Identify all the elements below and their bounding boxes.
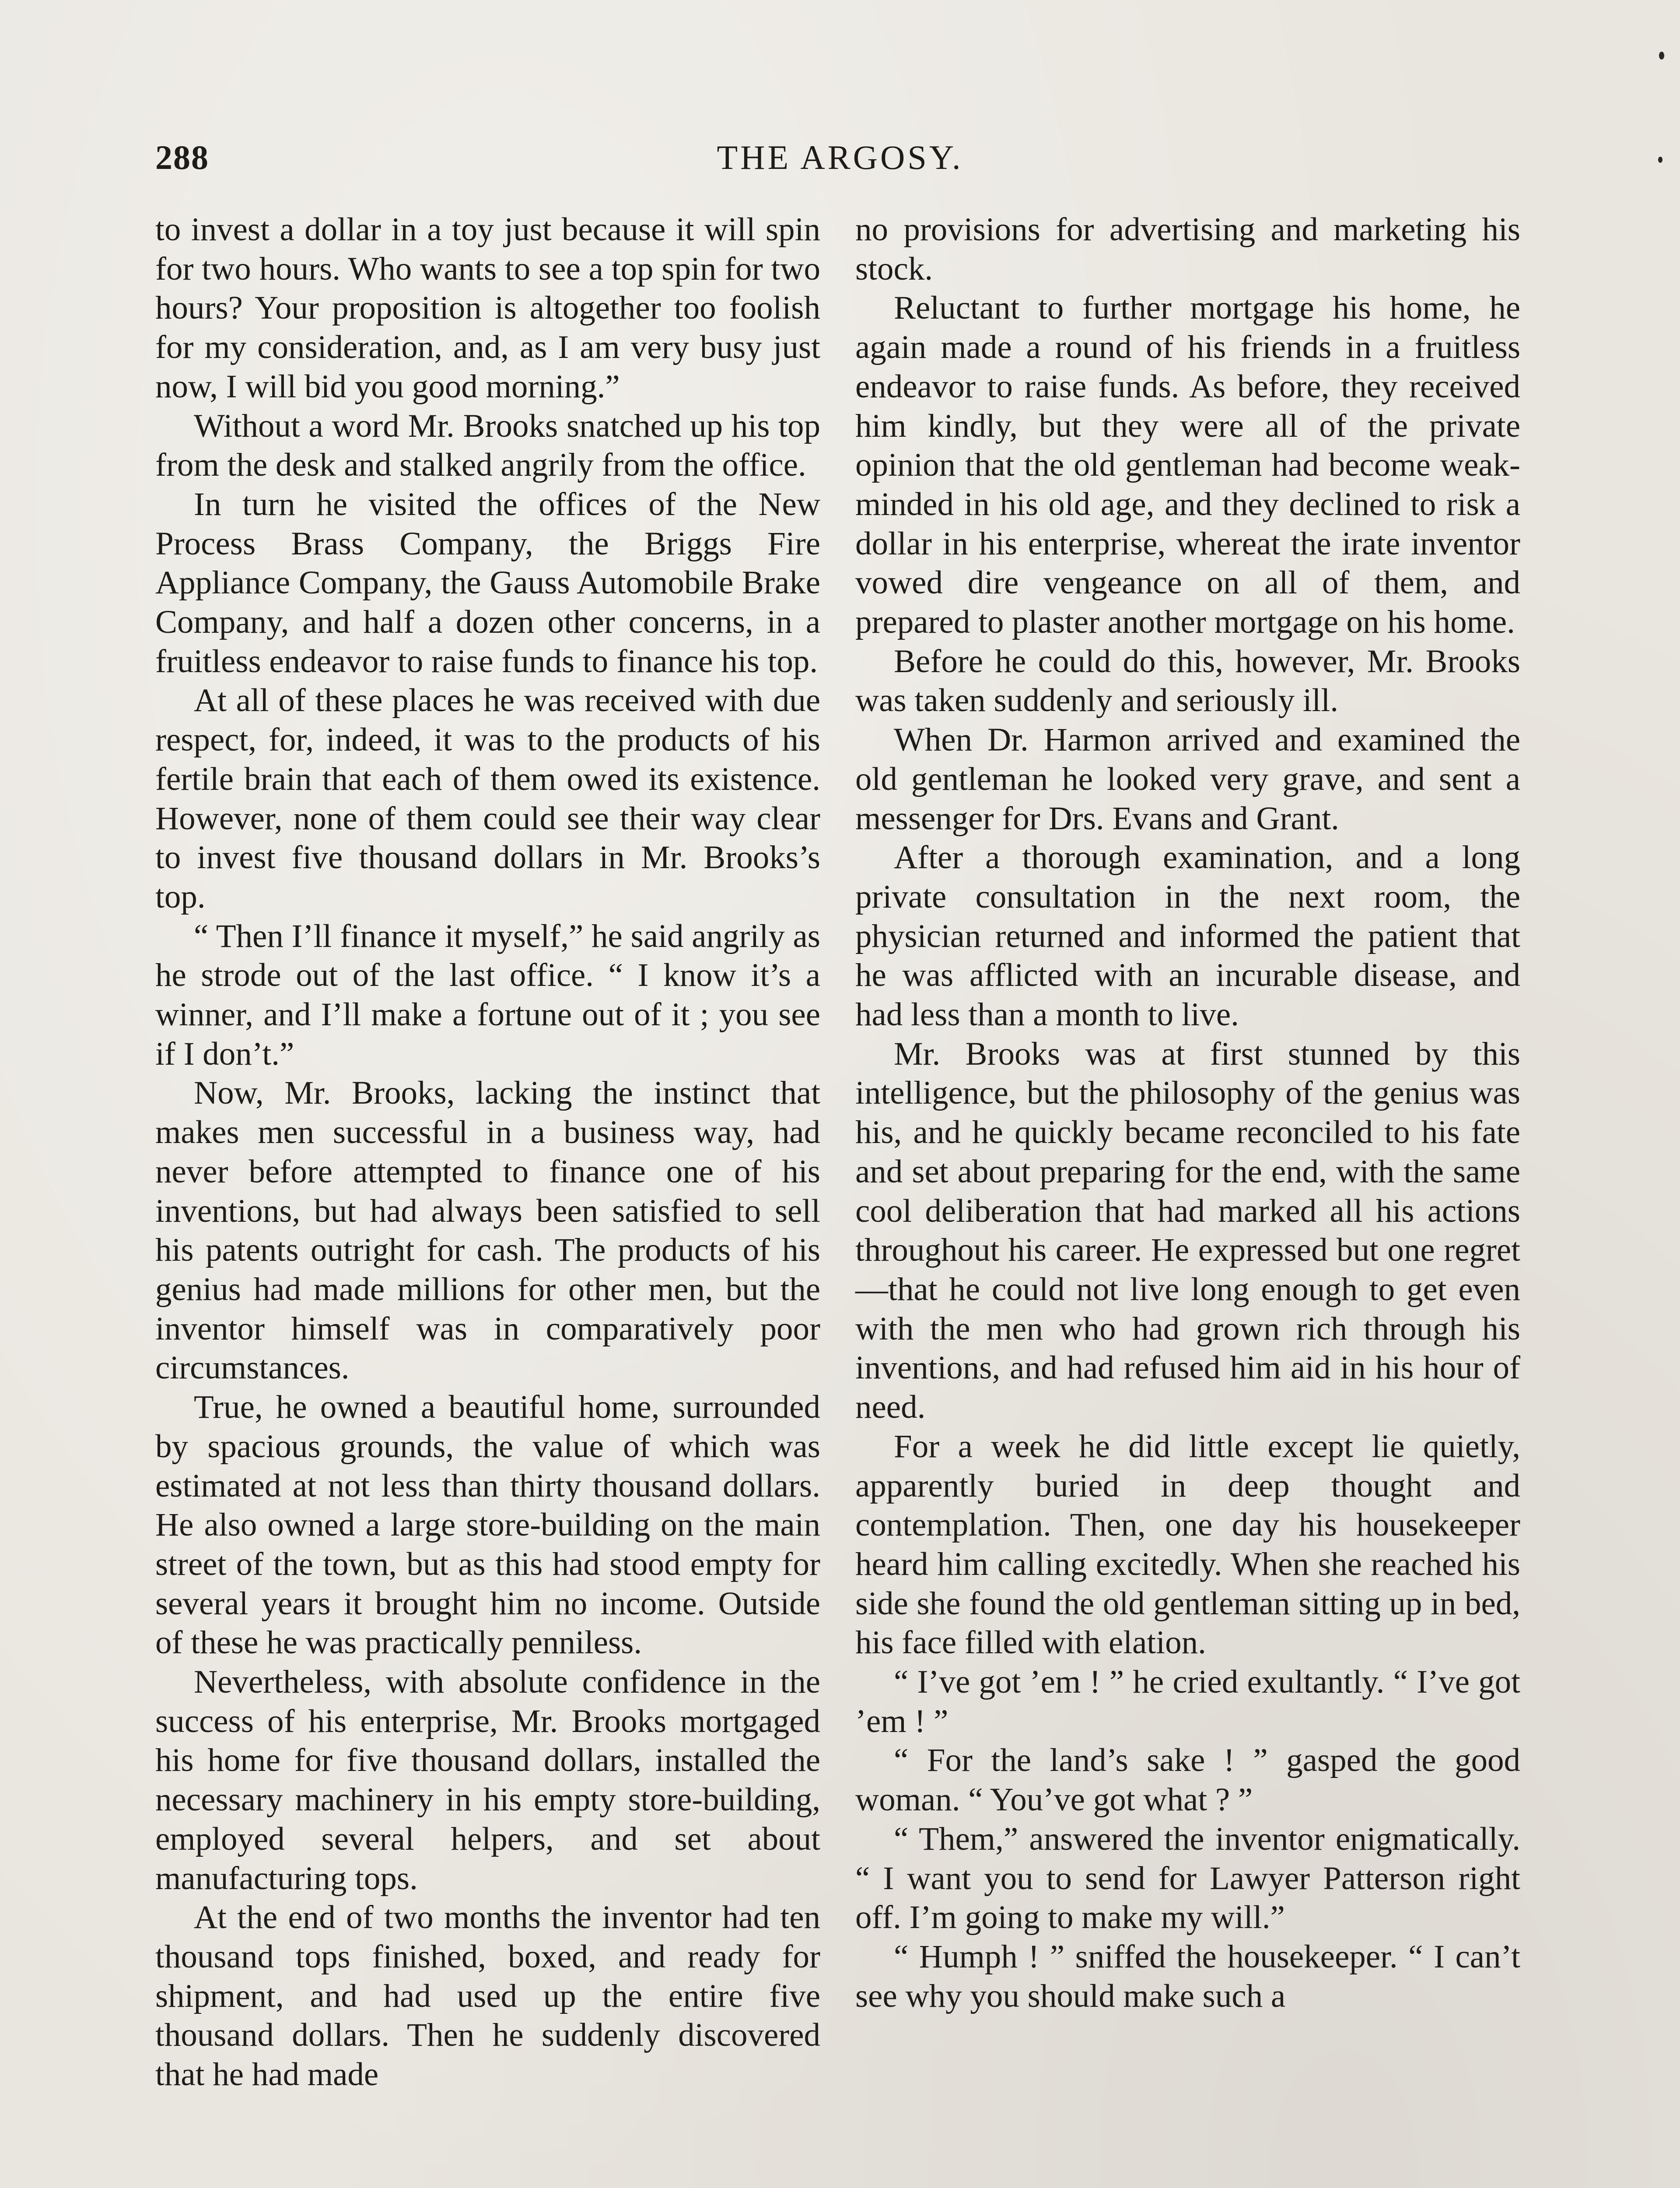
paragraph: “ Humph ! ” sniffed the housekeeper. “ I can’t see why you should make such a <box>855 1938 1520 2014</box>
page-number: 288 <box>155 138 209 176</box>
paragraph: True, he owned a beautiful home, surrounded by spacious grounds, the value of which was estimated at not less than thirty thousand dollars. He also owned a large store-building on the main street of the town, but as this had stood empty for several years it brought him no income. Outside of these he was practically penniless. <box>155 1389 820 1661</box>
paragraph: At all of these places he was received with due respect, for, indeed, it was to the products of his fertile brain that each of them owed its existence. However, none of them could see their way clear to invest five thousand dollars in Mr. Brooks’s top. <box>155 682 820 915</box>
paragraph: “ I’ve got ’em ! ” he cried exultantly. “ I’ve got ’em ! ” <box>855 1664 1520 1739</box>
paragraph: Reluctant to further mortgage his home, he again made a round of his friends in a fruitless endeavor to raise funds. As before, they received him kindly, but they were all of the private opinion that the old gentleman had become weak-minded in his old age, and they declined to risk a dollar in his enterprise, whereat the irate inventor vowed dire vengeance on all of them, and prepared to plaster another mortgage on his home. <box>855 290 1520 641</box>
paragraph: After a thorough examination, and a long private consultation in the next room, the physician returned and informed the patient that he was afflicted with an incurable disease, and had less than a month to live. <box>855 839 1520 1033</box>
paragraph: “ Then I’ll finance it myself,” he said angrily as he strode out of the last office. “ I know it’s a winner, and I’ll make a fortune out of it ; you see if I don’t.” <box>155 918 820 1072</box>
paragraph: Nevertheless, with absolute confidence in the success of his enterprise, Mr. Brooks mortgaged his home for five thousand dollars, installed the necessary machinery in his empty store-building, employed several helpers, and set about manufacturing tops. <box>155 1664 820 1897</box>
paragraph: to invest a dollar in a toy just because it will spin for two hours. Who wants to see a top spin for two hours? Your proposition is altogether too foolish for my consideration, and, as I am very busy just now, I will bid you good morning.” <box>155 211 820 405</box>
paragraph: no provisions for advertising and marketing his stock. <box>855 211 1520 287</box>
speck <box>1658 157 1662 163</box>
page-header <box>155 131 1525 184</box>
paragraph: In turn he visited the offices of the New Process Brass Company, the Briggs Fire Appliance Company, the Gauss Automobile Brake Company, and half a dozen other concerns, in a fruitless endeavor to raise funds to finance his top. <box>155 486 820 680</box>
paragraph: Now, Mr. Brooks, lacking the instinct that makes men successful in a business way, had never before attempted to finance one of his inventions, but had always been satisfied to sell his patents outright for cash. The products of his genius had made millions for other men, but the inventor himself was in comparatively poor circumstances. <box>155 1075 820 1386</box>
running-title: THE ARGOSY. <box>717 138 963 176</box>
paragraph: Without a word Mr. Brooks snatched up his top from the desk and stalked angrily from the office. <box>155 407 820 484</box>
paragraph: Before he could do this, however, Mr. Brooks was taken suddenly and seriously ill. <box>855 643 1520 719</box>
paragraph: At the end of two months the inventor had ten thousand tops finished, boxed, and ready for shipment, and had used up the entire five thousand dollars. Then he suddenly discovered that he had made <box>155 1899 820 2093</box>
paragraph: “ For the land’s sake ! ” gasped the good woman. “ You’ve got what ? ” <box>855 1742 1520 1818</box>
paragraph: Mr. Brooks was at first stunned by this intelligence, but the philosophy of the genius was his, and he quickly became reconciled to his fate and set about preparing for the end, with the same cool deliberation that had marked all his actions throughout his career. He expressed but one regret—that he could not live long enough to get even with the men who had grown rich through his inventions, and had refused him aid in his hour of need. <box>855 1035 1520 1426</box>
left-column <box>155 210 820 2094</box>
right-column <box>855 210 1520 2016</box>
paragraph: “ Them,” answered the inventor enigmatically. “ I want you to send for Lawyer Patterson right off. I’m going to make my will.” <box>855 1820 1520 1936</box>
speck <box>1659 52 1664 60</box>
paragraph: For a week he did little except lie quietly, apparently buried in deep thought and contemplation. Then, one day his housekeeper heard him calling excitedly. When she reached his side she found the old gentleman sitting up in bed, his face filled with elation. <box>855 1428 1520 1661</box>
paragraph: When Dr. Harmon arrived and examined the old gentleman he looked very grave, and sent a messenger for Drs. Evans and Grant. <box>855 722 1520 837</box>
